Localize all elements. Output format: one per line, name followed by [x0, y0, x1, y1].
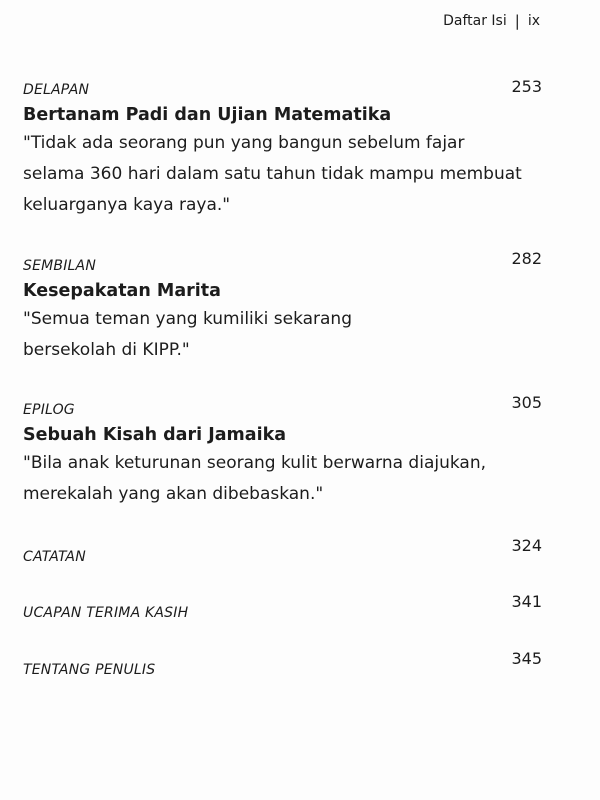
- toc-entry-sembilan[interactable]: [23, 249, 542, 366]
- epigraph-line: keluarganya kaya raya.": [23, 195, 231, 215]
- toc-chapter-title: Bertanam Padi dan Ujian Matematika: [23, 105, 392, 125]
- epigraph-line: "Bila anak keturunan seorang kulit berwarna diajukan,: [23, 453, 487, 473]
- toc-entry-delapan[interactable]: [23, 77, 542, 221]
- toc-chapter-title: Sebuah Kisah dari Jamaika: [23, 425, 287, 445]
- toc-page-number: 282: [511, 249, 542, 268]
- toc-entry-catatan[interactable]: [23, 536, 542, 567]
- running-header: [443, 12, 540, 30]
- toc-chapter-label: EPILOG: [23, 402, 75, 418]
- toc-section-label: CATATAN: [23, 549, 86, 565]
- header-page-number: ix: [527, 13, 540, 29]
- epigraph-line: selama 360 hari dalam satu tahun tidak mampu membuat: [23, 164, 522, 184]
- toc-chapter-epigraph: [23, 128, 542, 221]
- toc-chapter-epigraph: [23, 304, 542, 366]
- toc-page-number: 305: [511, 393, 542, 412]
- toc-chapter-label: SEMBILAN: [23, 258, 96, 274]
- toc-section-label: TENTANG PENULIS: [23, 662, 156, 678]
- toc-entry-tentang-penulis[interactable]: [23, 649, 542, 680]
- toc-entry-epilog[interactable]: [23, 393, 542, 510]
- epigraph-line: "Semua teman yang kumiliki sekarang: [23, 309, 353, 329]
- header-separator: |: [514, 12, 520, 30]
- toc-page-number: 341: [511, 592, 542, 611]
- toc-chapter-epigraph: [23, 448, 542, 510]
- toc-chapter-title: Kesepakatan Marita: [23, 281, 221, 301]
- toc-entry-ucapan-terima-kasih[interactable]: [23, 592, 542, 623]
- toc-page-number: 324: [511, 536, 542, 555]
- toc-chapter-label: DELAPAN: [23, 82, 90, 98]
- epigraph-line: bersekolah di KIPP.": [23, 340, 190, 360]
- toc-section-label: UCAPAN TERIMA KASIH: [23, 605, 189, 621]
- toc-page-number: 253: [511, 77, 542, 96]
- epigraph-line: merekalah yang akan dibebaskan.": [23, 484, 324, 504]
- epigraph-line: "Tidak ada seorang pun yang bangun sebelum fajar: [23, 133, 465, 153]
- header-section-title: Daftar Isi: [443, 13, 507, 29]
- toc-page-number: 345: [511, 649, 542, 668]
